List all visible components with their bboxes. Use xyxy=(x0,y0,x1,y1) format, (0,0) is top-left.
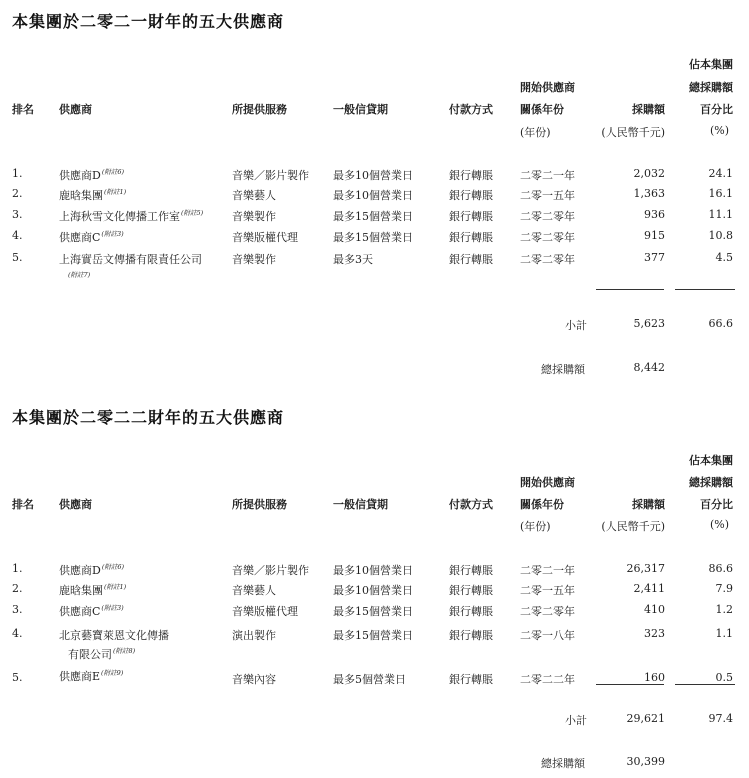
total-label: 總採購額 xyxy=(541,363,585,376)
cell-supplier-line2: 有限公司$^{(附註8)}$ xyxy=(68,647,136,661)
cell-supplier: 供應商C$^{(附註3)}$ xyxy=(59,230,124,244)
cell-year: 二零一五年 xyxy=(520,189,575,202)
header-pct-line1: 佔本集團 xyxy=(689,454,733,467)
cell-pct: 1.2 xyxy=(715,603,733,616)
cell-service: 音樂製作 xyxy=(232,210,276,223)
cell-amount: 323 xyxy=(644,627,665,640)
cell-credit: 最多15個營業日 xyxy=(333,629,413,642)
cell-year: 二零二零年 xyxy=(520,253,575,266)
header-payment: 付款方式 xyxy=(449,498,493,511)
cell-service: 音樂藝人 xyxy=(232,584,276,597)
cell-rank: 1. xyxy=(12,562,23,575)
cell-supplier: 鹿晗集團$^{(附註1)}$ xyxy=(59,188,127,202)
cell-service: 音樂／影片製作 xyxy=(232,169,309,182)
cell-payment: 銀行轉賬 xyxy=(449,673,493,686)
header-amount: 採購額 xyxy=(632,103,665,116)
cell-amount: 160 xyxy=(644,671,665,684)
cell-pct: 1.1 xyxy=(715,627,733,640)
cell-service: 音樂內容 xyxy=(232,673,276,686)
cell-payment: 銀行轉賬 xyxy=(449,169,493,182)
subtotal-label: 小計 xyxy=(565,319,587,332)
subtotal-rule-pct xyxy=(675,684,735,685)
cell-amount: 936 xyxy=(644,208,665,221)
cell-credit: 最多3天 xyxy=(333,253,373,266)
header-amount-unit: (人民幣千元) xyxy=(601,126,665,139)
subtotal-rule-amount xyxy=(596,289,664,290)
cell-amount: 377 xyxy=(644,251,665,264)
cell-credit: 最多15個營業日 xyxy=(333,210,413,223)
cell-pct: 16.1 xyxy=(708,187,733,200)
header-service: 所提供服務 xyxy=(232,498,287,511)
cell-credit: 最多10個營業日 xyxy=(333,584,413,597)
header-rank: 排名 xyxy=(12,498,34,511)
header-pct-unit: (%) xyxy=(709,518,729,531)
cell-rank: 3. xyxy=(12,603,23,616)
header-supplier: 供應商 xyxy=(59,498,92,511)
cell-credit: 最多15個營業日 xyxy=(333,605,413,618)
cell-service: 音樂版權代理 xyxy=(232,231,298,244)
header-pct-line3: 百分比 xyxy=(700,103,733,116)
cell-pct: 4.5 xyxy=(715,251,733,264)
cell-rank: 3. xyxy=(12,208,23,221)
subtotal-rule-pct xyxy=(675,289,735,290)
cell-supplier: 鹿晗集團$^{(附註1)}$ xyxy=(59,583,127,597)
cell-year: 二零二零年 xyxy=(520,605,575,618)
section-title: 本集團於二零二一財年的五大供應商 xyxy=(12,12,285,31)
header-credit: 一般信貸期 xyxy=(333,103,388,116)
cell-pct: 24.1 xyxy=(708,167,733,180)
cell-payment: 銀行轉賬 xyxy=(449,629,493,642)
total-amount: 30,399 xyxy=(626,755,665,768)
cell-amount: 26,317 xyxy=(626,562,665,575)
header-relation-line1: 開始供應商 xyxy=(520,476,575,489)
cell-service: 音樂製作 xyxy=(232,253,276,266)
subtotal-rule-amount xyxy=(596,684,664,685)
header-relation-unit: (年份) xyxy=(520,520,551,533)
cell-year: 二零一五年 xyxy=(520,584,575,597)
cell-pct: 11.1 xyxy=(708,208,733,221)
cell-year: 二零二零年 xyxy=(520,231,575,244)
cell-supplier: 北京藝寶萊恩文化傳播 xyxy=(59,629,169,642)
header-pct-line3: 百分比 xyxy=(700,498,733,511)
header-service: 所提供服務 xyxy=(232,103,287,116)
footnote-ref: (附註7) xyxy=(68,271,91,279)
cell-pct: 7.9 xyxy=(715,582,733,595)
header-pct-line1: 佔本集團 xyxy=(689,58,733,71)
total-label: 總採購額 xyxy=(541,757,585,770)
footnote-ref: (附註3) xyxy=(101,230,124,238)
cell-supplier: 上海實岳文傳播有限責任公司 xyxy=(59,253,202,266)
header-relation-line2: 關係年份 xyxy=(520,498,564,511)
cell-pct: 10.8 xyxy=(708,229,733,242)
cell-rank: 2. xyxy=(12,187,23,200)
cell-service: 演出製作 xyxy=(232,629,276,642)
cell-year: 二零一八年 xyxy=(520,629,575,642)
header-amount: 採購額 xyxy=(632,498,665,511)
cell-year: 二零二一年 xyxy=(520,169,575,182)
header-relation-line2: 關係年份 xyxy=(520,103,564,116)
subtotal-amount: 5,623 xyxy=(633,317,665,330)
footnote-ref: (附註9) xyxy=(101,669,124,677)
cell-supplier: 供應商C$^{(附註3)}$ xyxy=(59,604,124,618)
footnote-ref: (附註6) xyxy=(101,168,125,176)
cell-rank: 2. xyxy=(12,582,23,595)
cell-supplier: 供應商D$^{(附註6)}$ xyxy=(59,563,125,577)
footnote-ref: (附註8) xyxy=(113,647,136,655)
cell-supplier: 供應商E$^{(附註9)}$ xyxy=(59,669,124,683)
footnote-ref: (附註1) xyxy=(104,583,127,591)
cell-service: 音樂版權代理 xyxy=(232,605,298,618)
cell-service: 音樂／影片製作 xyxy=(232,564,309,577)
header-supplier: 供應商 xyxy=(59,103,92,116)
subtotal-pct: 66.6 xyxy=(708,317,733,330)
footnote-ref: (附註3) xyxy=(101,604,124,612)
cell-credit: 最多10個營業日 xyxy=(333,169,413,182)
header-pct-line2: 總採購額 xyxy=(689,476,733,489)
footnote-ref: (附註1) xyxy=(104,188,127,196)
cell-payment: 銀行轉賬 xyxy=(449,210,493,223)
header-payment: 付款方式 xyxy=(449,103,493,116)
cell-amount: 1,363 xyxy=(633,187,665,200)
subtotal-amount: 29,621 xyxy=(626,712,665,725)
cell-credit: 最多10個營業日 xyxy=(333,564,413,577)
section-title: 本集團於二零二二財年的五大供應商 xyxy=(12,408,285,427)
cell-service: 音樂藝人 xyxy=(232,189,276,202)
cell-year: 二零二零年 xyxy=(520,210,575,223)
cell-rank: 5. xyxy=(12,251,23,264)
cell-payment: 銀行轉賬 xyxy=(449,564,493,577)
footnote-ref: (附註5) xyxy=(181,209,204,217)
cell-supplier: 上海秋雪文化傳播工作室$^{(附註5)}$ xyxy=(59,209,204,223)
cell-amount: 915 xyxy=(644,229,665,242)
cell-rank: 5. xyxy=(12,671,23,684)
cell-year: 二零二一年 xyxy=(520,564,575,577)
cell-pct: 86.6 xyxy=(708,562,733,575)
cell-payment: 銀行轉賬 xyxy=(449,605,493,618)
header-credit: 一般信貸期 xyxy=(333,498,388,511)
header-pct-unit: (%) xyxy=(709,124,729,137)
footnote-ref: (附註6) xyxy=(101,563,125,571)
header-rank: 排名 xyxy=(12,103,34,116)
cell-amount: 2,411 xyxy=(633,582,665,595)
subtotal-pct: 97.4 xyxy=(708,712,733,725)
cell-rank: 4. xyxy=(12,229,23,242)
cell-payment: 銀行轉賬 xyxy=(449,584,493,597)
cell-pct: 0.5 xyxy=(715,671,733,684)
cell-credit: 最多5個營業日 xyxy=(333,673,406,686)
total-amount: 8,442 xyxy=(633,361,665,374)
cell-credit: 最多10個營業日 xyxy=(333,189,413,202)
cell-rank: 1. xyxy=(12,167,23,180)
cell-amount: 2,032 xyxy=(633,167,665,180)
header-relation-line1: 開始供應商 xyxy=(520,81,575,94)
header-pct-line2: 總採購額 xyxy=(689,81,733,94)
subtotal-label: 小計 xyxy=(565,714,587,727)
cell-payment: 銀行轉賬 xyxy=(449,231,493,244)
cell-payment: 銀行轉賬 xyxy=(449,253,493,266)
header-amount-unit: (人民幣千元) xyxy=(601,520,665,533)
cell-amount: 410 xyxy=(644,603,665,616)
cell-year: 二零二二年 xyxy=(520,673,575,686)
header-relation-unit: (年份) xyxy=(520,126,551,139)
cell-rank: 4. xyxy=(12,627,23,640)
cell-payment: 銀行轉賬 xyxy=(449,189,493,202)
cell-credit: 最多15個營業日 xyxy=(333,231,413,244)
cell-supplier: 供應商D$^{(附註6)}$ xyxy=(59,168,125,182)
